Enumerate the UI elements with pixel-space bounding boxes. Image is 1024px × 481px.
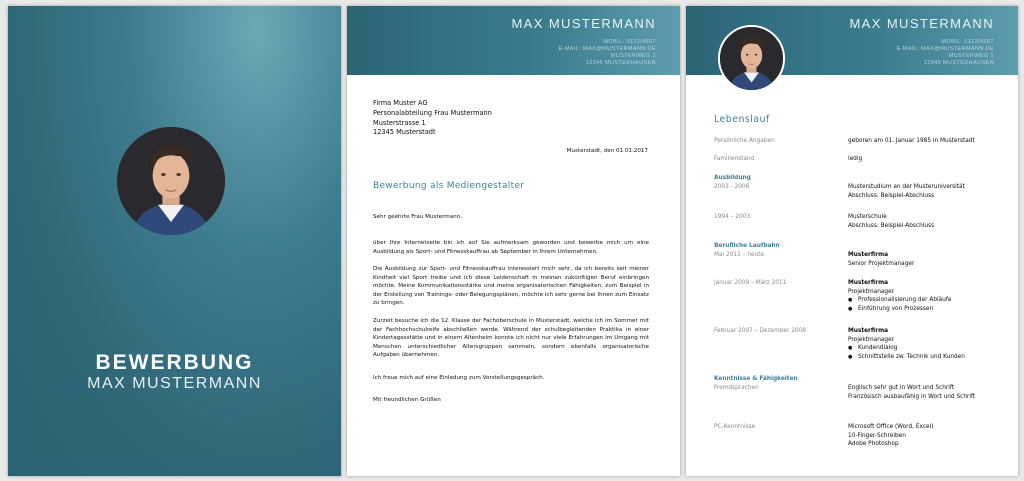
cv-value: [848, 251, 998, 268]
cv-label: 2003 - 2006: [714, 184, 750, 190]
address-line: Musterstrasse 1: [373, 118, 426, 127]
career-company: Musterfirma: [848, 328, 889, 334]
career-role: Projektmanager: [848, 336, 895, 343]
header-contact: [559, 39, 656, 67]
letter-salutation: Sehr geehrte Frau Mustermann,: [373, 214, 463, 220]
section-skills: Kenntnisse & Fähigkeiten: [714, 376, 798, 382]
portrait-icon: [117, 127, 225, 235]
portrait-photo: [117, 127, 225, 235]
portrait-photo: [718, 25, 785, 92]
address-line: Firma Muster AG: [373, 99, 428, 107]
cv-value: [848, 423, 998, 449]
cv-label: Mai 2011 – heute: [714, 252, 765, 258]
cv-value: [848, 213, 998, 230]
skill-line: Französisch ausbaufähig in Wort und Schrift: [848, 393, 976, 400]
letter-date: Musterstadt, den 01.01.2017: [566, 148, 648, 154]
career-company: Musterfirma: [848, 252, 889, 258]
contact-email: E-MAIL: MAX@MUSTERMANN.DE: [558, 46, 656, 52]
cv-label: PC-Kenntnisse: [714, 424, 756, 430]
education-detail: Abschluss: Beispiel-Abschluss: [848, 222, 935, 229]
cover-page: [8, 6, 341, 476]
cv-label: Januar 2009 – März 2011: [714, 280, 787, 286]
section-career: Berufliche Laufbahn: [714, 243, 780, 249]
contact-street: MUSTERWEG 1: [948, 53, 994, 59]
career-bullet: ● Schnittstelle zw. Technik und Kunden: [848, 353, 998, 362]
contact-city: 12345 MUSTERHAUSEN: [923, 60, 994, 66]
recipient-address: [373, 99, 492, 138]
address-line: 12345 Musterstadt: [373, 128, 436, 137]
cv-value: geboren am 01. Januar 1985 in Musterstadt: [848, 138, 975, 144]
section-education: Ausbildung: [714, 175, 751, 181]
letter-paragraph: Zurzeit besuche ich die 12. Klasse der Fachoberschule in Musterstadt, welche ich im Sommer mit der Fachhochschulreife abschließen werde. Während der schulbegleitenden Praktika in einer Kindertagesstätte und in einem Altenheim konnte ich nicht nur viele Erfahrungen im Umgang mit Menschen unterschiedlicher Altersgruppen sammeln, sondern ebenfalls organisatorische Aufgaben übernehmen.: [373, 318, 649, 359]
cv-label: 1994 – 2003: [714, 214, 751, 220]
letter-closing: Mit freundlichen Grüßen: [373, 397, 441, 403]
cv-value: [848, 327, 998, 361]
letter-paragraph: Die Ausbildung zur Sport- und Fitnesskauffrau interessiert mich sehr, da ich bereits seit meiner Kindheit viel Sport treibe und ich diese Leidenschaft in meinen zukünftigen Beruf einbringen möchte. Meine Kommunikationsstärke und meine organisatorischen Fähigkeiten, zum Beispiel in der Erstellung von Trainings- oder Belegungsplänen, möchte ich sehr gerne bei Ihnen zum Einsatz zu bringen.: [373, 266, 649, 307]
letter-paragraph: Ich freue mich auf eine Einladung zum Vorstellungsgespräch.: [373, 375, 545, 381]
cv-label: Februar 2007 – Dezember 2008: [714, 328, 806, 334]
skill-line: 10-Finger-Schreiben: [848, 432, 906, 439]
cv-value: ledig: [848, 156, 863, 162]
cv-value: [848, 384, 998, 401]
address-line: Personalabteilung Frau Mustermann: [373, 108, 492, 117]
cv-value: [848, 183, 998, 200]
letter-page: [347, 6, 680, 476]
contact-city: 12345 MUSTERHAUSEN: [585, 60, 656, 66]
cv-label: Fremdsprachen: [714, 385, 759, 391]
contact-phone: MOBIL: 0123/4567: [603, 39, 656, 45]
career-role: Senior Projektmanager: [848, 260, 915, 267]
education-title: Musterschule: [848, 214, 887, 220]
cv-heading: Lebenslauf: [714, 114, 770, 125]
letter-subject: Bewerbung als Mediengestalter: [373, 181, 525, 191]
cv-page: [686, 6, 1018, 476]
cv-label: Familienstand: [714, 156, 755, 162]
cover-title: BEWERBUNG: [95, 351, 254, 374]
header-name: MAX MUSTERMANN: [849, 16, 994, 31]
contact-street: MUSTERWEG 1: [610, 53, 656, 59]
career-bullet: ● Professionalisierung der Abläufe: [848, 296, 998, 305]
header-contact: [897, 39, 994, 67]
career-role: Projektmanager: [848, 288, 895, 295]
cover-name: MAX MUSTERMANN: [87, 375, 262, 392]
skill-line: Englisch sehr gut in Wort und Schrift: [848, 385, 955, 391]
career-bullets: [848, 344, 998, 361]
header-band: [347, 6, 680, 75]
header-name: MAX MUSTERMANN: [511, 16, 656, 31]
letter-paragraph: über Ihre Internetseite bin ich auf Sie aufmerksam geworden und bewerbe mich um eine Ausbildung als Sport- und Fitnesskauffrau ab September in Ihrem Unternehmen.: [373, 240, 649, 255]
cv-label: Persönliche Angaben: [714, 138, 775, 144]
career-bullet: ● Einführung von Prozessen: [848, 305, 998, 314]
contact-phone: MOBIL: 0123/4567: [941, 39, 994, 45]
education-title: Musterstudium an der Musteruniversität: [848, 184, 965, 190]
portrait-icon: [720, 27, 783, 90]
skill-line: Microsoft Office (Word, Excel): [848, 424, 934, 430]
career-bullet: ● Kundendialog: [848, 344, 998, 353]
contact-email: E-MAIL: MAX@MUSTERMANN.DE: [896, 46, 994, 52]
education-detail: Abschluss: Beispiel-Abschluss: [848, 192, 935, 199]
career-company: Musterfirma: [848, 280, 889, 286]
cv-value: [848, 279, 998, 313]
career-bullets: [848, 296, 998, 313]
skill-line: Adobe Photoshop: [848, 441, 899, 448]
